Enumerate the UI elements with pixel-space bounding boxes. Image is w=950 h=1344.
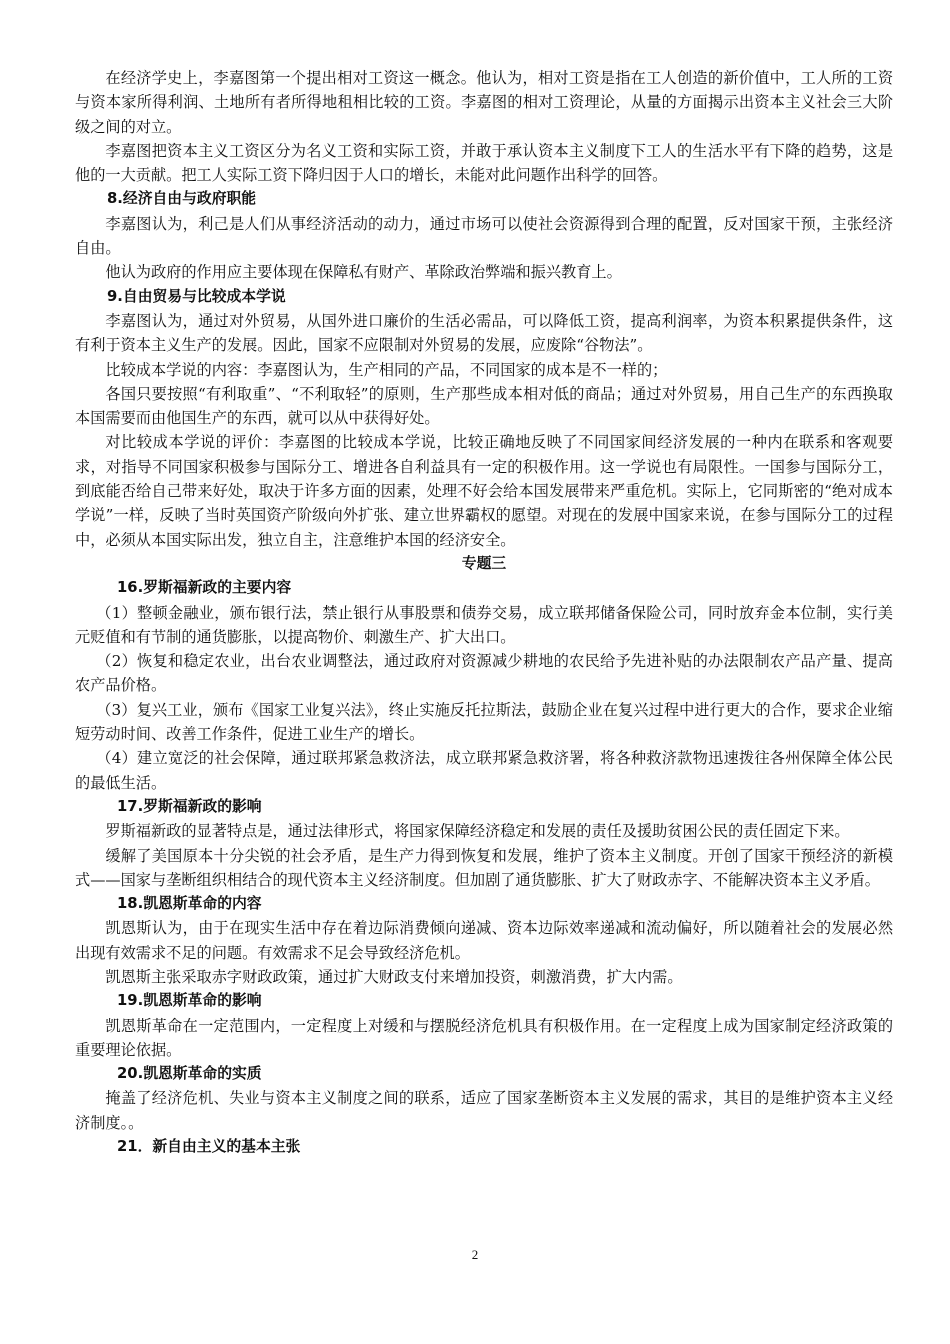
- paragraph: 在经济学史上，李嘉图第一个提出相对工资这一概念。他认为，相对工资是指在工人创造的新价值中，工人所的工资与资本家所得利润、土地所有者所得地租相比较的工资。李嘉图的相对工资理论，从量的方面揭示出资本主义社会三大阶级之间的对立。: [75, 69, 893, 136]
- section-heading: 9.自由贸易与比较成本学说: [107, 287, 286, 305]
- section-heading: 8.经济自由与政府职能: [107, 190, 257, 208]
- paragraph: 李嘉图认为，利己是人们从事经济活动的动力，通过市场可以使社会资源得到合理的配置，反对国家干预，主张经济自由。: [75, 214, 893, 258]
- document-body: [75, 66, 893, 1159]
- section-heading: 16.罗斯福新政的主要内容: [117, 579, 292, 597]
- topic-title: 专题三: [461, 554, 507, 572]
- paragraph: 李嘉图把资本主义工资区分为名义工资和实际工资，并敢于承认资本主义制度下工人的生活水平有下降的趋势，这是他的一大贡献。把工人实际工资下降归因于人口的增长，未能对此问题作出科学的回答。: [75, 141, 893, 185]
- paragraph: 李嘉图认为，通过对外贸易，从国外进口廉价的生活必需品，可以降低工资，提高利润率，为资本积累提供条件，这有利于资本主义生产的发展。因此，国家不应限制对外贸易的发展，应废除“谷物法”。: [75, 311, 893, 355]
- section-heading: 17.罗斯福新政的影响: [117, 797, 262, 815]
- list-item: （2）恢复和稳定农业，出台农业调整法，通过政府对资源减少耕地的农民给予先进补贴的办法限制农产品产量、提高农产品价格。: [75, 652, 893, 695]
- page-number: 2: [471, 1247, 479, 1262]
- paragraph: 掩盖了经济危机、失业与资本主义制度之间的联系，适应了国家垄断资本主义发展的需求，其目的是维护资本主义经济制度。。: [75, 1089, 893, 1132]
- paragraph: 凯恩斯认为，由于在现实生活中存在着边际消费倾向递减、资本边际效率递减和流动偏好，所以随着社会的发展必然出现有效需求不足的问题。有效需求不足会导致经济危机。: [75, 919, 893, 962]
- section-heading: 20.凯恩斯革命的实质: [117, 1065, 262, 1083]
- section-heading: 21．新自由主义的基本主张: [117, 1138, 301, 1156]
- list-item: （1）整顿金融业，颁布银行法，禁止银行从事股票和债券交易，成立联邦储备保险公司，同时放弃金本位制，实行美元贬值和有节制的通货膨胀，以提高物价、刺激生产、扩大出口。: [75, 603, 893, 646]
- paragraph: 罗斯福新政的显著特点是，通过法律形式，将国家保障经济稳定和发展的责任及援助贫困公民的责任固定下来。: [105, 822, 850, 841]
- section-heading: 19.凯恩斯革命的影响: [117, 992, 262, 1010]
- paragraph: 他认为政府的作用应主要体现在保障私有财产、革除政治弊端和振兴教育上。: [105, 263, 622, 282]
- section-heading: 18.凯恩斯革命的内容: [117, 895, 262, 913]
- list-item: （4）建立宽泛的社会保障，通过联邦紧急救济法，成立联邦紧急救济署，将各种救济款物迅速拨往各州保障全体公民的最低生活。: [75, 749, 893, 792]
- paragraph: 缓解了美国原本十分尖锐的社会矛盾，是生产力得到恢复和发展，维护了资本主义制度。开创了国家干预经济的新模式——国家与垄断组织相结合的现代资本主义经济制度。但加剧了通货膨胀、扩大了财政赤字、不能解决资本主义矛盾。: [75, 846, 893, 889]
- paragraph: 比较成本学说的内容：李嘉图认为，生产相同的产品，不同国家的成本是不一样的；: [105, 360, 668, 379]
- list-item: （3）复兴工业，颁布《国家工业复兴法》，终止实施反托拉斯法，鼓励企业在复兴过程中进行更大的合作，要求企业缩短劳动时间、改善工作条件，促进工业生产的增长。: [75, 700, 893, 744]
- paragraph: 对比较成本学说的评价：李嘉图的比较成本学说，比较正确地反映了不同国家间经济发展的一种内在联系和客观要求，对指导不同国家积极参与国际分工、增进各自利益具有一定的积极作用。这一学说也有局限性。一国参与国际分工，到底能否给自己带来好处，取决于许多方面的因素，处理不好会给本国发展带来严重危机。实际上，它同斯密的“绝对成本学说”一样，反映了当时英国资产阶级向外扩张、建立世界霸权的愿望。对现在的发展中国家来说，在参与国际分工的过程中，必须从本国实际出发，独立自主，注意维护本国的经济安全。: [75, 433, 893, 549]
- paragraph: 凯恩斯主张采取赤字财政政策，通过扩大财政支付来增加投资，刺激消费，扩大内需。: [105, 967, 683, 986]
- paragraph: 凯恩斯革命在一定范围内，一定程度上对缓和与摆脱经济危机具有积极作用。在一定程度上成为国家制定经济政策的重要理论依据。: [75, 1016, 893, 1059]
- paragraph: 各国只要按照“有利取重”、“不利取轻”的原则，生产那些成本相对低的商品；通过对外贸易，用自己生产的东西换取本国需要而由他国生产的东西，就可以从中获得好处。: [75, 384, 893, 428]
